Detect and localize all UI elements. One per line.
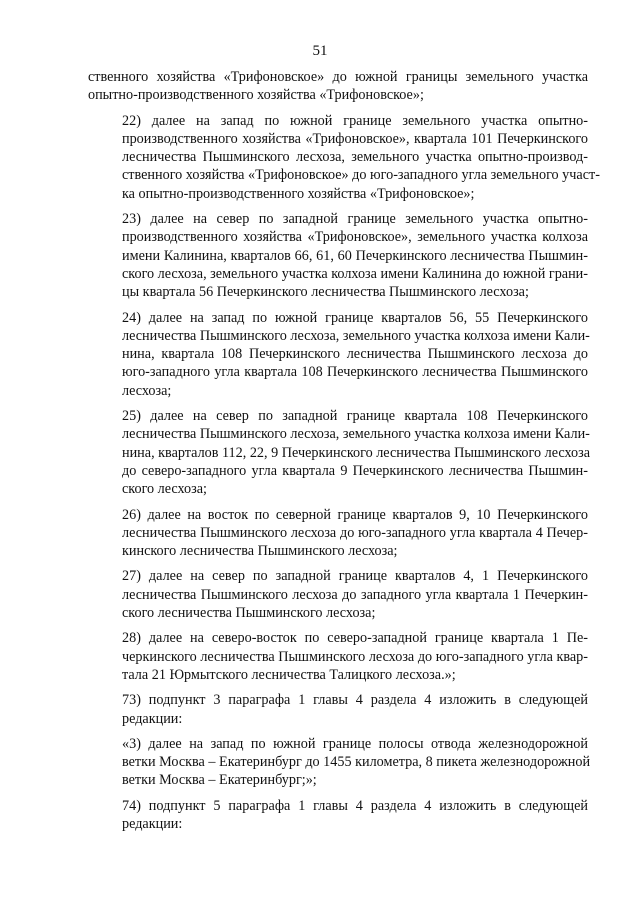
paragraph-item-27 — [88, 567, 588, 622]
paragraph-item-73 — [88, 691, 588, 728]
text-line: 24) далее на запад по южной границе кварталов 56, 55 Печеркинского — [122, 309, 588, 326]
text-line: ственного хозяйства «Трифоновское» до юго-западного угла земельного участ- — [122, 167, 600, 184]
text-line: до северо-западного угла квартала 9 Печеркинского лесничества Пышмин- — [122, 462, 588, 479]
text-line: производственного хозяйства «Трифоновское», квартала 101 Печеркинского — [122, 130, 588, 147]
text-line: «3) далее на запад по южной границе полосы отвода железнодорожной — [122, 735, 588, 752]
text-line: ка опытно-производственного хозяйства «Трифоновское»; — [122, 185, 475, 202]
paragraph-item-25 — [88, 407, 588, 498]
text-line: лесничества Пышминского лесхоза, земельного участка колхоза имени Кали- — [122, 426, 590, 443]
text-line: производственного хозяйства «Трифоновское», земельного участка колхоза — [122, 229, 588, 246]
text-line: лесничества Пышминского лесхоза до западного угла квартала 1 Печеркин- — [122, 586, 588, 603]
text-line: ского лесничества Пышминского лесхоза; — [122, 605, 376, 622]
page-number: 51 — [312, 43, 328, 59]
paragraph-item-28 — [88, 629, 588, 684]
text-line: 74) подпункт 5 параграфа 1 главы 4 раздела 4 изложить в следующей — [122, 797, 588, 814]
text-line: нина, кварталов 112, 22, 9 Печеркинского лесничества Пышминского лесхоза — [122, 444, 590, 461]
text-line: цы квартала 56 Печеркинского лесничества Пышминского лесхоза; — [122, 284, 529, 301]
text-line: лесничества Пышминского лесхоза, земельного участка опытно-производ- — [122, 149, 588, 166]
text-line: ского лесхоза, земельного участка колхоза имени Калинина до южной грани- — [122, 265, 588, 282]
text-line: ского лесхоза; — [122, 481, 207, 498]
text-line: кинского лесничества Пышминского лесхоза; — [122, 543, 398, 560]
text-line: лесхоза; — [122, 382, 172, 399]
document-body — [88, 68, 600, 840]
paragraph-continuation — [88, 68, 588, 105]
text-line: лесничества Пышминского лесхоза до юго-западного угла квартала 4 Печер- — [122, 524, 588, 541]
text-line: тала 21 Юрмытского лесничества Талицкого лесхоза.»; — [122, 666, 456, 683]
text-line: лесничества Пышминского лесхоза, земельного участка колхоза имени Кали- — [122, 327, 590, 344]
text-line: 25) далее на север по западной границе квартала 108 Печеркинского — [122, 408, 588, 425]
text-line: 27) далее на север по западной границе кварталов 4, 1 Печеркинского — [122, 568, 588, 585]
text-line: ственного хозяйства «Трифоновское» до южной границы земельного участка — [88, 69, 588, 85]
text-line: имени Калинина, кварталов 66, 61, 60 Печеркинского лесничества Пышмин- — [122, 247, 588, 264]
text-line: ветки Москва – Екатеринбург;»; — [122, 772, 317, 789]
paragraph-item-74 — [88, 797, 588, 834]
text-line: опытно-производственного хозяйства «Трифоновское»; — [88, 87, 424, 104]
text-line: 28) далее на северо-восток по северо-западной границе квартала 1 Пе- — [122, 630, 588, 647]
paragraph-item-26 — [88, 506, 588, 561]
paragraph-item-23 — [88, 210, 588, 301]
paragraph-quote-item-3 — [88, 735, 591, 790]
text-line: редакции: — [122, 815, 183, 832]
paragraph-item-22 — [88, 112, 600, 203]
text-line: 22) далее на запад по южной границе земельного участка опытно- — [122, 112, 588, 129]
text-line: юго-западного угла квартала 108 Печеркинского лесничества Пышминского — [122, 364, 588, 381]
text-line: нина, квартала 108 Печеркинского лесничества Пышминского лесхоза до — [122, 346, 588, 363]
text-line: 73) подпункт 3 параграфа 1 главы 4 раздела 4 изложить в следующей — [122, 692, 588, 709]
text-line: ветки Москва – Екатеринбург до 1455 километра, 8 пикета железнодорожной — [122, 754, 591, 771]
text-line: черкинского лесничества Пышминского лесхоза до юго-западного угла квар- — [122, 648, 588, 665]
text-line: редакции: — [122, 710, 183, 727]
paragraph-item-24 — [88, 309, 588, 400]
text-line: 23) далее на север по западной границе земельного участка опытно- — [122, 211, 588, 228]
text-line: 26) далее на восток по северной границе кварталов 9, 10 Печеркинского — [122, 506, 588, 523]
